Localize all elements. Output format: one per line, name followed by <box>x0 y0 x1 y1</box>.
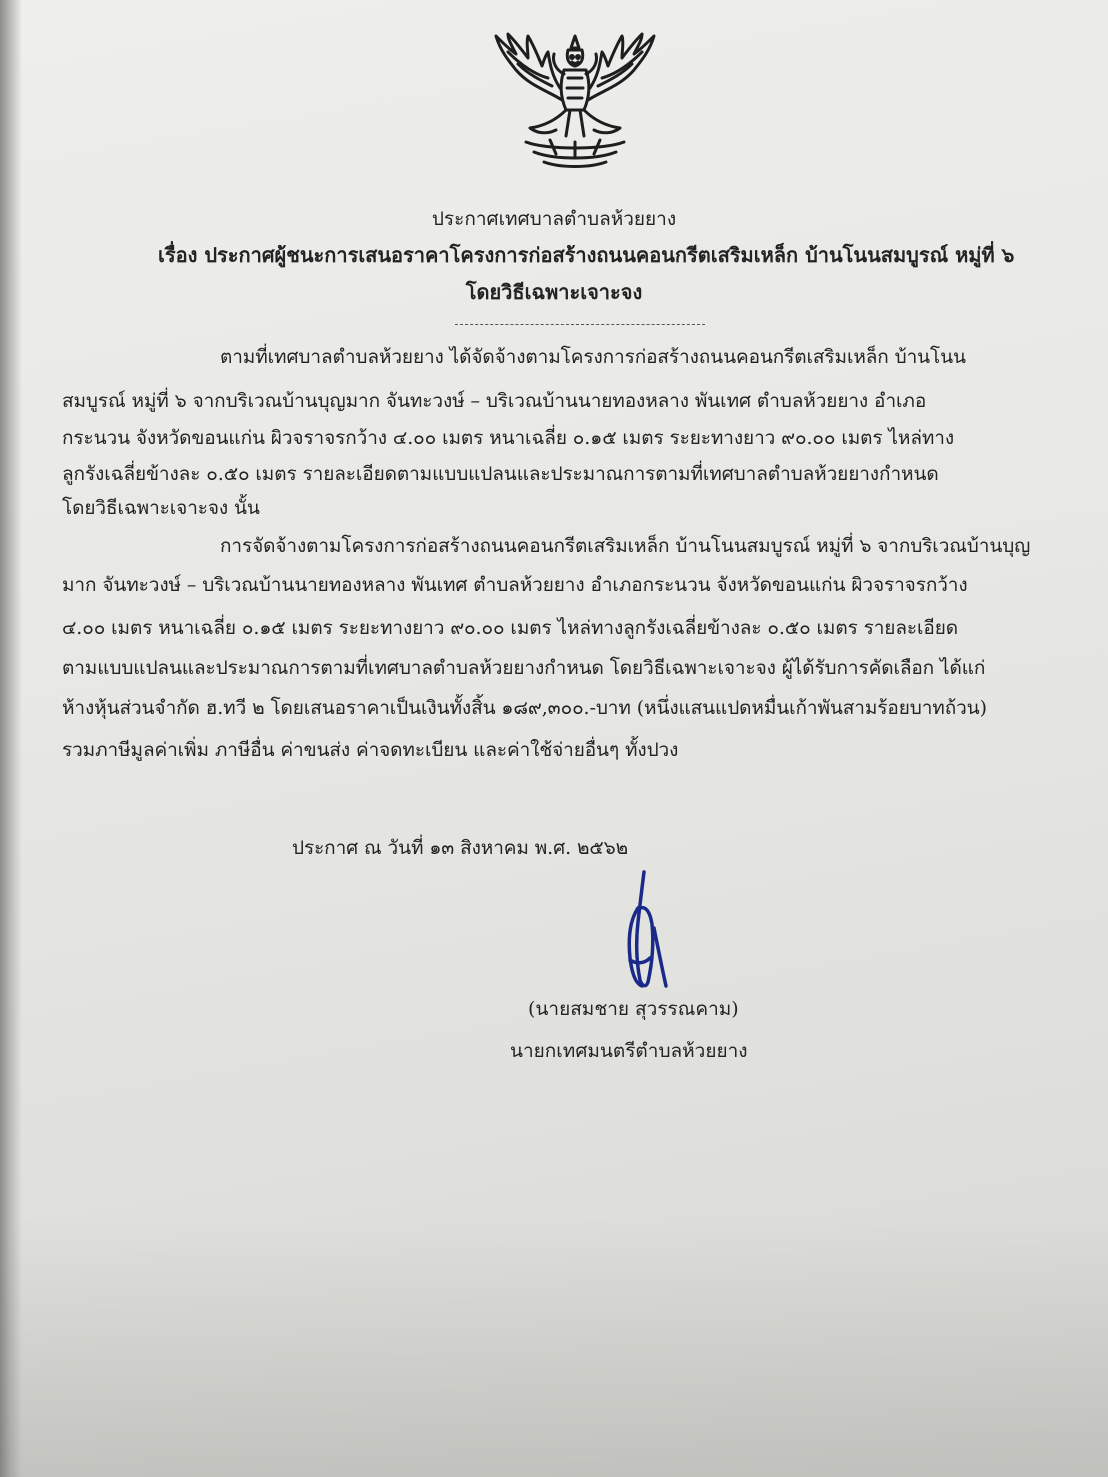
divider <box>455 324 705 325</box>
paragraph2-line: มาก จันทะวงษ์ – บริเวณบ้านนายทองหลาง พันเทศ ตำบลห้วยยาง อำเภอกระนวน จังหวัดขอนแก่น ผิวจราจรกว้าง <box>62 574 968 596</box>
paragraph2-line: ห้างหุ้นส่วนจำกัด ฮ.ทวี ๒ โดยเสนอราคาเป็นเงินทั้งสิ้น ๑๘๙,๓๐๐.-บาท (หนึ่งแสนแปดหมื่นเก้าพันสามร้อยบาทถ้วน) <box>62 697 987 719</box>
issuer-heading: ประกาศเทศบาลตำบลห้วยยาง <box>431 208 677 230</box>
paragraph1-line: โดยวิธีเฉพาะเจาะจง นั้น <box>62 497 260 519</box>
announcement-date: ประกาศ ณ วันที่ ๑๓ สิงหาคม พ.ศ. ๒๕๖๒ <box>292 837 629 859</box>
paragraph1-line: สมบูรณ์ หมู่ที่ ๖ จากบริเวณบ้านบุญมาก จันทะวงษ์ – บริเวณบ้านนายทองหลาง พันเทศ ตำบลห้วยยาง อำเภอ <box>62 390 927 412</box>
signature-icon <box>600 868 690 998</box>
paragraph2-line: รวมภาษีมูลค่าเพิ่ม ภาษีอื่น ค่าขนส่ง ค่าจดทะเบียน และค่าใช้จ่ายอื่นๆ ทั้งปวง <box>62 739 679 761</box>
paragraph2-line: ๔.๐๐ เมตร หนาเฉลี่ย ๐.๑๕ เมตร ระยะทางยาว ๙๐.๐๐ เมตร ไหล่ทางลูกรังเฉลี่ยข้างละ ๐.๕๐ เมตร รายละเอียด <box>62 617 958 639</box>
garuda-emblem-icon <box>486 30 664 172</box>
signatory-position: นายกเทศมนตรีตำบลห้วยยาง <box>510 1040 748 1062</box>
subject-method: โดยวิธีเฉพาะเจาะจง <box>465 280 643 304</box>
page-bottom-shadow <box>0 1217 1108 1477</box>
paragraph1-line: ตามที่เทศบาลตำบลห้วยยาง ได้จัดจ้างตามโครงการก่อสร้างถนนคอนกรีตเสริมเหล็ก บ้านโนน <box>220 346 966 368</box>
paragraph1-line: ลูกรังเฉลี่ยข้างละ ๐.๕๐ เมตร รายละเอียดตามแบบแปลนและประมาณการตามที่เทศบาลตำบลห้วยยางกำหนด <box>62 463 939 485</box>
signatory-name: (นายสมชาย สุวรรณคาม) <box>528 998 739 1020</box>
paragraph2-line: ตามแบบแปลนและประมาณการตามที่เทศบาลตำบลห้วยยางกำหนด โดยวิธีเฉพาะเจาะจง ผู้ได้รับการคัดเลือก ได้แก่ <box>62 657 986 679</box>
paragraph2-line: การจัดจ้างตามโครงการก่อสร้างถนนคอนกรีตเสริมเหล็ก บ้านโนนสมบูรณ์ หมู่ที่ ๖ จากบริเวณบ้านบุญ <box>220 535 1031 557</box>
paragraph1-line: กระนวน จังหวัดขอนแก่น ผิวจราจรกว้าง ๔.๐๐ เมตร หนาเฉลี่ย ๐.๑๕ เมตร ระยะทางยาว ๙๐.๐๐ เมตร ไหล่ทาง <box>62 427 955 449</box>
subject-line: เรื่อง ประกาศผู้ชนะการเสนอราคาโครงการก่อสร้างถนนคอนกรีตเสริมเหล็ก บ้านโนนสมบูรณ์ หมู่ที่ ๖ <box>158 243 1015 267</box>
